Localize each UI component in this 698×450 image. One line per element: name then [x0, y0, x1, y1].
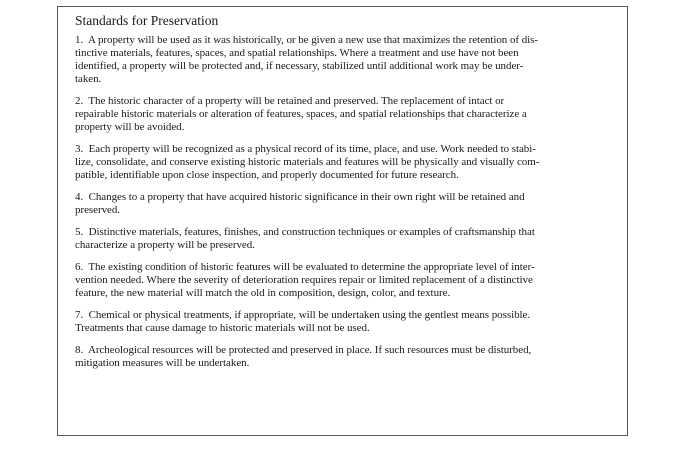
standard-number: 4. [75, 191, 89, 203]
standard-line: The historic character of a property will be retained and preserved. The replacement of intact or [88, 95, 505, 107]
standard-number: 1. [75, 34, 88, 46]
standard-item [75, 95, 615, 134]
standard-item [75, 34, 615, 86]
standard-line: mitigation measures will be undertaken. [75, 357, 250, 369]
standard-line: repairable historic materials or alteration of features, spaces, and spatial relationships that characterize a [75, 108, 527, 120]
standard-line: Changes to a property that have acquired historic significance in their own right will be retained and [88, 191, 525, 203]
standards-list [75, 34, 615, 370]
standard-number: 5. [75, 226, 89, 238]
standard-item [75, 191, 615, 217]
standard-line: taken. [75, 73, 102, 85]
standard-line: Archeological resources will be protected and preserved in place. If such resources must be disturbed, [87, 344, 532, 356]
standard-line: A property will be used as it was historically, or be given a new use that maximizes the retention of dis- [87, 34, 539, 46]
standard-item [75, 143, 615, 182]
standard-line: identified, a property will be protected and, if necessary, stabilized until additional work may be under- [75, 60, 524, 72]
standard-line: The existing condition of historic features will be evaluated to determine the appropriate level of inter- [88, 261, 535, 273]
standard-number: 2. [75, 95, 89, 107]
document-title: Standards for Preservation [75, 13, 219, 28]
standard-line: Distinctive materials, features, finishes, and construction techniques or examples of craftsmanship that [88, 226, 535, 238]
standard-number: 3. [75, 143, 89, 155]
standard-line: Chemical or physical treatments, if appropriate, will be undertaken using the gentlest means possible. [88, 309, 531, 321]
standard-line: feature, the new material will match the old in composition, design, color, and texture. [75, 287, 451, 299]
standard-number: 7. [75, 309, 89, 321]
standard-line: lize, consolidate, and conserve existing historic materials and features will be physically and visually com- [75, 156, 540, 168]
standard-line: preserved. [75, 204, 121, 216]
standard-line: Treatments that cause damage to historic materials will not be used. [75, 322, 370, 334]
standard-line: Each property will be recognized as a physical record of its time, place, and use. Work needed to stabi- [88, 143, 536, 155]
standard-line: tinctive materials, features, spaces, and spatial relationships. Where a treatment and use have not been [75, 47, 519, 59]
standard-item [75, 309, 615, 335]
standard-line: characterize a property will be preserved. [75, 239, 255, 251]
standard-line: vention needed. Where the severity of deterioration requires repair or limited replacement of a distinctive [75, 274, 533, 286]
standard-item [75, 261, 615, 300]
standard-line: patible, identifiable upon close inspection, and properly documented for future research. [75, 169, 459, 181]
standard-number: 8. [75, 344, 88, 356]
standard-item [75, 226, 615, 252]
standard-number: 6. [75, 261, 89, 273]
standard-line: property will be avoided. [75, 121, 185, 133]
standards-box [57, 6, 628, 436]
standard-item [75, 344, 615, 370]
